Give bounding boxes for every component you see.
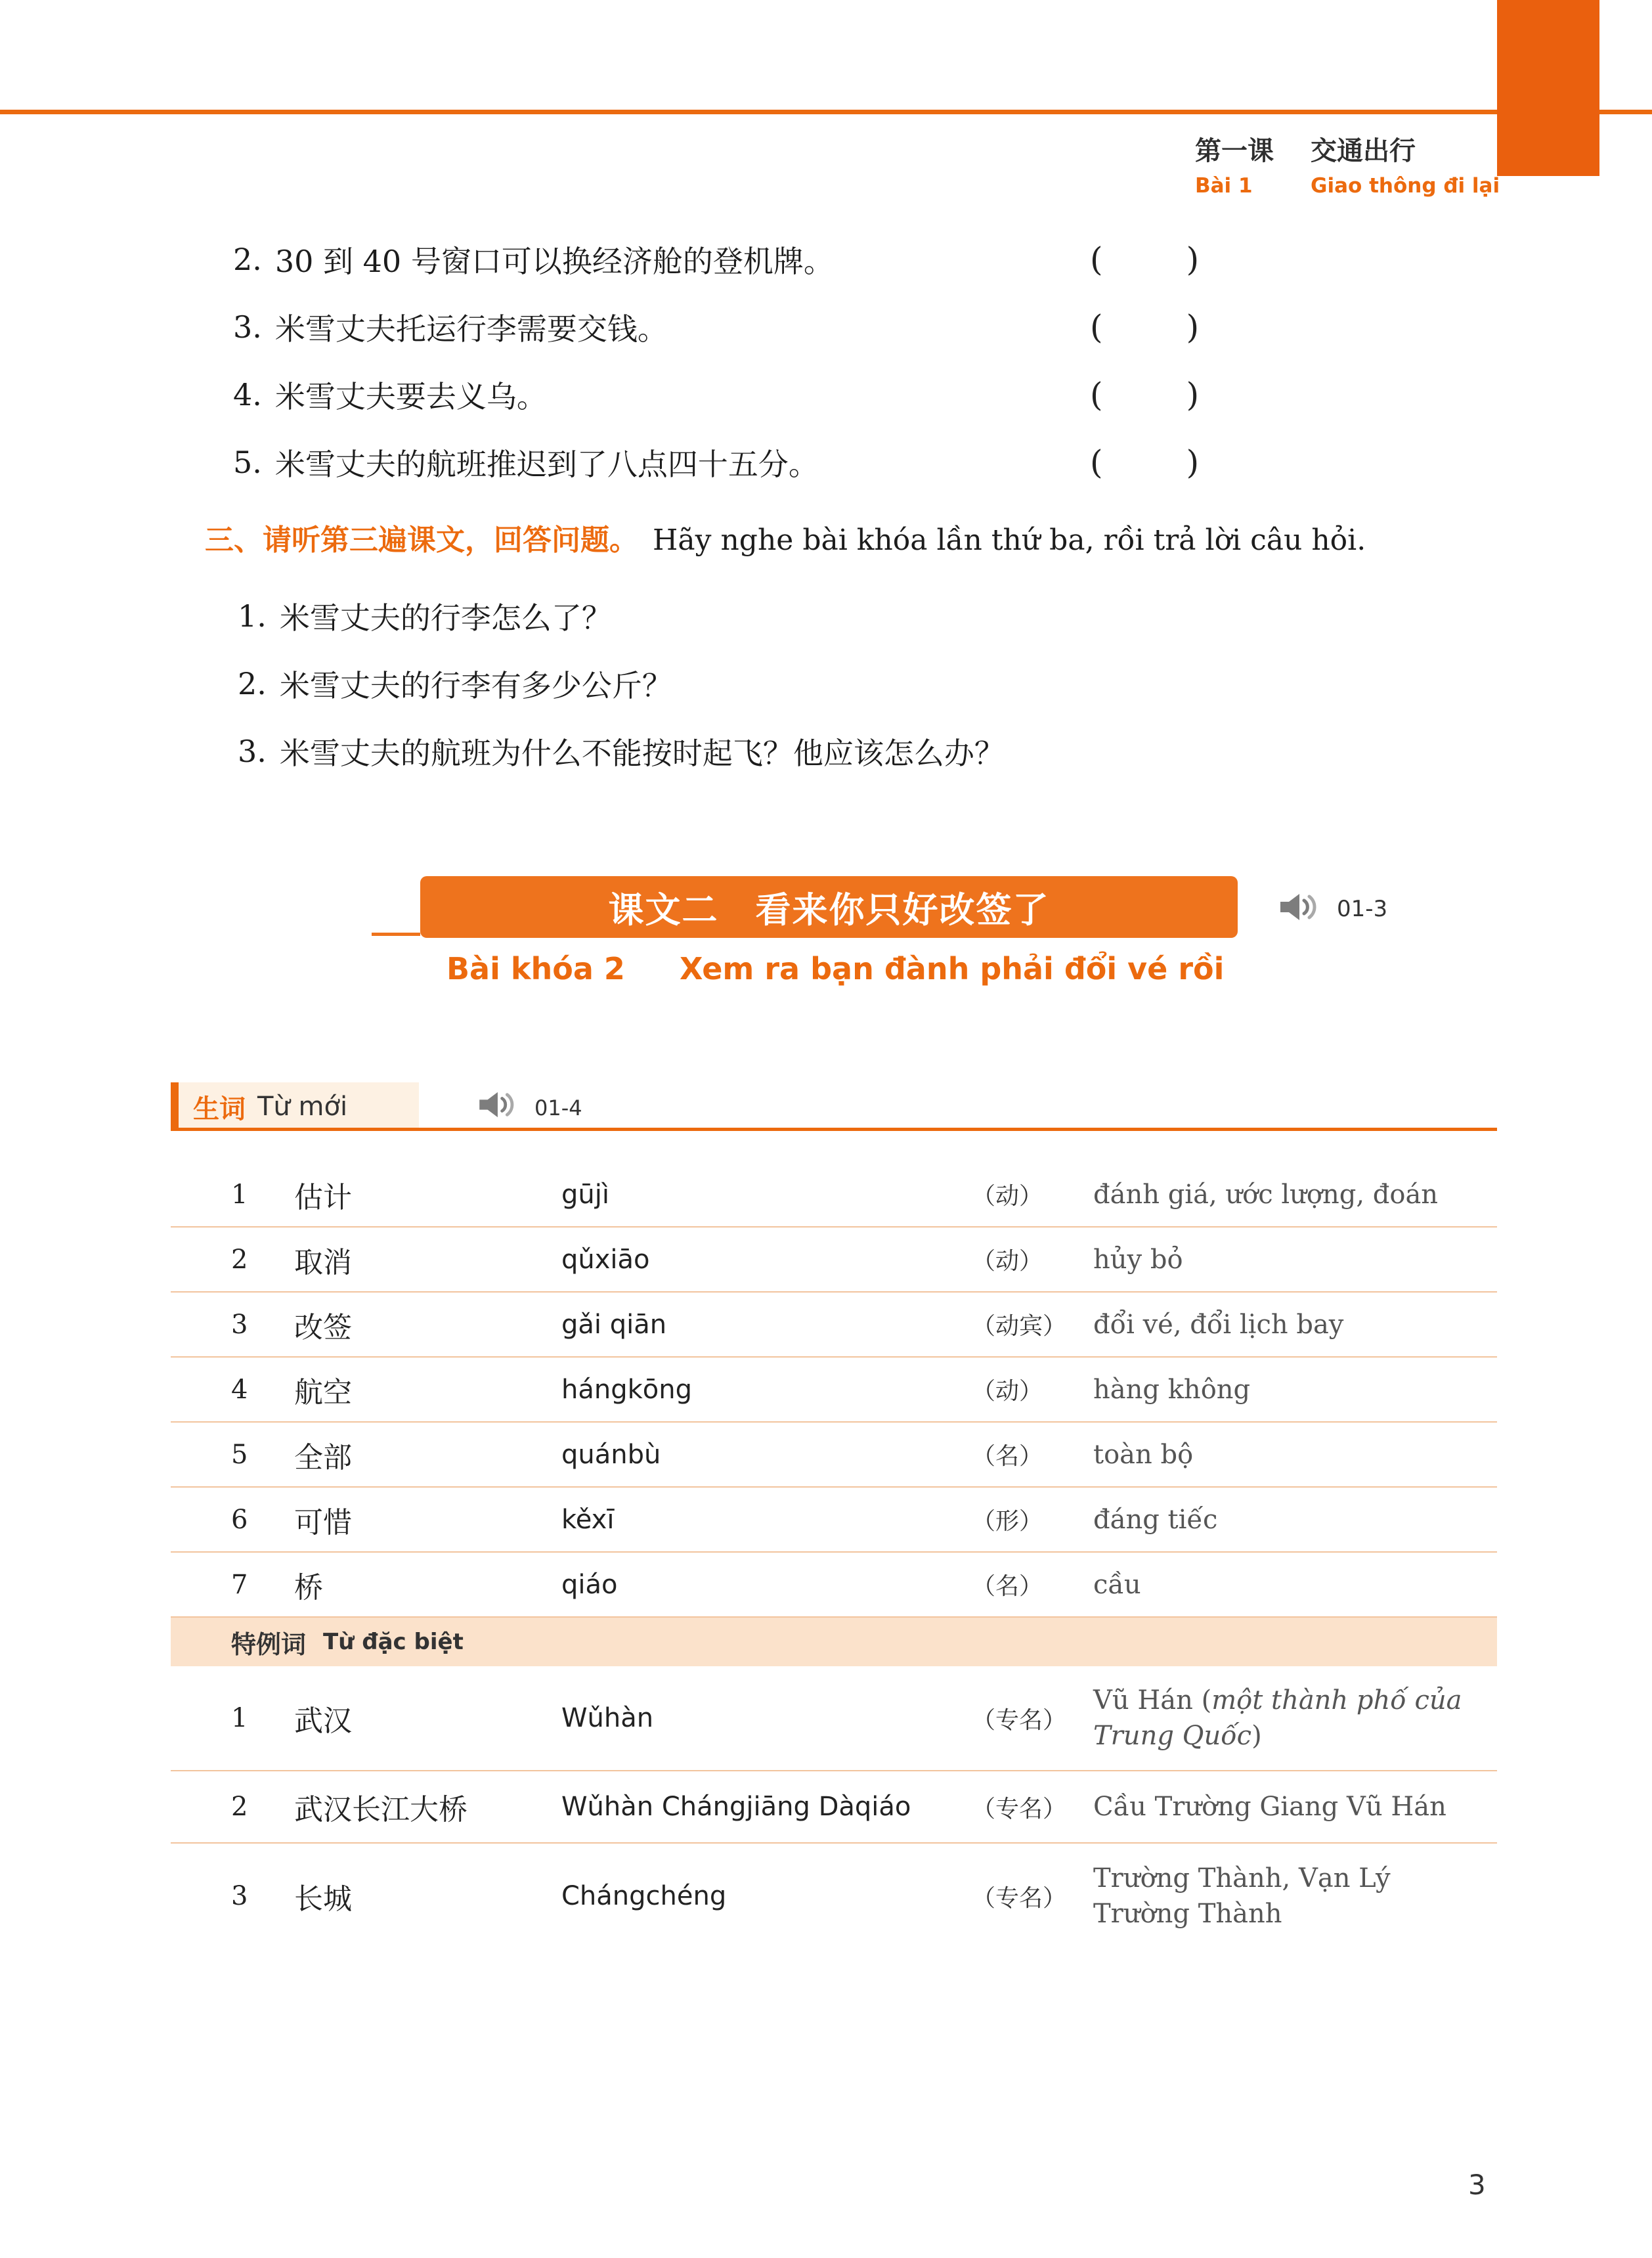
vocab-word: 航空 bbox=[294, 1375, 352, 1409]
top-rule bbox=[0, 110, 1652, 114]
list-item bbox=[233, 428, 1257, 496]
section-heading bbox=[205, 516, 1366, 558]
question-list bbox=[238, 582, 1005, 785]
vocab-pinyin: quánbù bbox=[561, 1439, 661, 1470]
true-false-list bbox=[233, 225, 1257, 496]
item-text: 米雪丈夫的航班推迟到了八点四十五分。 bbox=[274, 446, 819, 482]
vocab-pinyin: Chángchéng bbox=[561, 1881, 727, 1911]
vocab-word: 桥 bbox=[294, 1570, 323, 1605]
vocab-row bbox=[171, 1293, 1497, 1358]
vocab-meaning: toàn bộ bbox=[1093, 1439, 1194, 1470]
vocab-pos: （形） bbox=[972, 1508, 1043, 1535]
lesson2-vi-title: Xem ra bạn đành phải đổi vé rồi bbox=[680, 951, 1225, 986]
vocab-number: 2 bbox=[231, 1792, 248, 1822]
banner-tail-rule bbox=[372, 933, 420, 936]
vocab-tab bbox=[171, 1082, 419, 1131]
vocab-pinyin: hángkōng bbox=[561, 1374, 692, 1405]
vocab-number: 4 bbox=[231, 1374, 248, 1405]
item-number: 4. bbox=[233, 376, 262, 412]
item-text: 米雪丈夫的航班为什么不能按时起飞？他应该怎么办？ bbox=[279, 735, 1005, 771]
vocab-number: 1 bbox=[231, 1703, 248, 1733]
vocab-word: 武汉长江大桥 bbox=[294, 1793, 467, 1826]
vocab-pos: （动宾） bbox=[972, 1313, 1067, 1340]
vocab-meaning: hàng không bbox=[1093, 1374, 1251, 1405]
vocab-pos: （专名） bbox=[972, 1795, 1067, 1823]
vocab-word: 武汉 bbox=[294, 1704, 352, 1738]
vocab-pos: （名） bbox=[972, 1573, 1043, 1600]
vocab-pinyin: qǔxiāo bbox=[561, 1244, 650, 1275]
list-item bbox=[238, 650, 1005, 717]
audio-track-label: 01-4 bbox=[534, 1096, 582, 1120]
section-heading-zh: 三、请听第三遍课文，回答问题。 bbox=[205, 523, 638, 557]
answer-blank: ( ) bbox=[1090, 240, 1200, 278]
list-item bbox=[238, 582, 1005, 650]
list-item bbox=[233, 361, 1257, 428]
header-lesson-vi: Bài 1 bbox=[1195, 174, 1253, 198]
vocab-meaning: Trường Thành, Vạn Lý Trường Thành bbox=[1093, 1863, 1391, 1929]
vocab-word: 估计 bbox=[294, 1180, 352, 1214]
vocab-row bbox=[171, 1423, 1497, 1488]
vocab-meaning: cầu bbox=[1093, 1569, 1141, 1600]
answer-blank: ( ) bbox=[1090, 443, 1200, 481]
vocab-meaning: đáng tiếc bbox=[1093, 1504, 1218, 1535]
vocab-pinyin: gūjì bbox=[561, 1179, 609, 1210]
vocab-meaning bbox=[1093, 1683, 1497, 1754]
corner-tab-block bbox=[1497, 0, 1599, 176]
section-heading-vi: Hãy nghe bài khóa lần thứ ba, rồi trả lời câu hỏi. bbox=[653, 523, 1366, 557]
vocab-meaning: đánh giá, ước lượng, đoán bbox=[1093, 1179, 1439, 1210]
vocab-number: 3 bbox=[231, 1881, 248, 1911]
vocab-word: 长城 bbox=[294, 1882, 352, 1916]
item-text: 米雪丈夫的行李有多少公斤？ bbox=[279, 667, 672, 703]
lesson2-vi-label: Bài khóa 2 bbox=[446, 951, 625, 986]
vocab-row bbox=[171, 1162, 1497, 1228]
meaning-text: ) bbox=[1251, 1721, 1262, 1751]
list-item bbox=[233, 293, 1257, 361]
item-number: 2. bbox=[238, 665, 267, 701]
item-number: 2. bbox=[233, 241, 262, 277]
vocab-tab-zh: 生词 bbox=[193, 1094, 246, 1124]
special-header-vi: Từ đặc biệt bbox=[323, 1629, 464, 1655]
vocab-number: 7 bbox=[231, 1569, 248, 1600]
list-item bbox=[233, 225, 1257, 293]
vocab-pos: （动） bbox=[972, 1183, 1043, 1210]
vocab-meaning: Cầu Trường Giang Vũ Hán bbox=[1093, 1792, 1446, 1822]
header-lesson-zh: 第一课 bbox=[1195, 136, 1274, 166]
page-number: 3 bbox=[1468, 2169, 1486, 2201]
vocab-tab-vi: Từ mới bbox=[257, 1092, 348, 1122]
item-number: 1. bbox=[238, 598, 267, 634]
vocab-number: 3 bbox=[231, 1309, 248, 1340]
vocab-row bbox=[171, 1358, 1497, 1423]
list-item bbox=[238, 717, 1005, 785]
vocab-pinyin: gǎi qiān bbox=[561, 1309, 667, 1340]
item-text: 米雪丈夫托运行李需要交钱。 bbox=[274, 311, 668, 347]
special-words-header bbox=[171, 1618, 1497, 1666]
vocab-meaning: đổi vé, đổi lịch bay bbox=[1093, 1309, 1344, 1340]
vocab-pinyin: Wǔhàn Chángjiāng Dàqiáo bbox=[561, 1792, 911, 1822]
item-text: 米雪丈夫的行李怎么了？ bbox=[279, 600, 612, 636]
vocab-pos: （动） bbox=[972, 1378, 1043, 1405]
audio-track-label: 01-3 bbox=[1337, 896, 1388, 922]
answer-blank: ( ) bbox=[1090, 307, 1200, 346]
vocab-pos: （专名） bbox=[972, 1884, 1067, 1912]
item-number: 3. bbox=[238, 733, 267, 769]
lesson2-subtitle bbox=[0, 951, 1652, 992]
meaning-text: Vũ Hán ( bbox=[1093, 1685, 1212, 1716]
vocab-word: 取消 bbox=[294, 1245, 352, 1279]
vocab-pinyin: qiáo bbox=[561, 1569, 618, 1600]
vocab-pinyin: Wǔhàn bbox=[561, 1703, 654, 1733]
special-word-row bbox=[171, 1844, 1497, 1949]
vocab-word: 改签 bbox=[294, 1310, 352, 1344]
vocab-pos: （专名） bbox=[972, 1706, 1067, 1734]
answer-blank: ( ) bbox=[1090, 375, 1200, 414]
item-text: 30 到 40 号窗口可以换经济舱的登机牌。 bbox=[274, 243, 834, 279]
vocab-pinyin: kěxī bbox=[561, 1504, 615, 1535]
vocab-word: 可惜 bbox=[294, 1505, 352, 1539]
speaker-icon bbox=[1279, 892, 1318, 922]
special-header-zh: 特例词 bbox=[231, 1629, 307, 1659]
meaning-italic: một thành phố của Trung Quốc bbox=[1093, 1685, 1462, 1751]
vocab-pos: （动） bbox=[972, 1248, 1043, 1275]
vocab-number: 5 bbox=[231, 1439, 248, 1470]
vocab-number: 1 bbox=[231, 1179, 248, 1210]
audio-track-2 bbox=[478, 1090, 516, 1119]
vocab-number: 6 bbox=[231, 1504, 248, 1535]
vocab-row bbox=[171, 1228, 1497, 1293]
special-word-row bbox=[171, 1666, 1497, 1771]
header-topic-vi: Giao thông đi lại bbox=[1311, 174, 1500, 198]
header-topic-zh: 交通出行 bbox=[1311, 136, 1416, 166]
page-header bbox=[1195, 130, 1500, 198]
speaker-icon bbox=[478, 1090, 516, 1119]
item-number: 3. bbox=[233, 309, 262, 345]
lesson2-banner: 课文二 看来你只好改签了 bbox=[420, 876, 1238, 938]
vocab-row bbox=[171, 1488, 1497, 1553]
vocab-pos: （名） bbox=[972, 1443, 1043, 1470]
vocab-row bbox=[171, 1553, 1497, 1618]
item-number: 5. bbox=[233, 444, 262, 480]
special-word-row bbox=[171, 1771, 1497, 1844]
vocab-table bbox=[171, 1131, 1497, 1949]
vocab-word: 全部 bbox=[294, 1440, 352, 1474]
audio-track-1 bbox=[1279, 892, 1318, 922]
item-text: 米雪丈夫要去义乌。 bbox=[274, 378, 547, 414]
vocab-number: 2 bbox=[231, 1244, 248, 1275]
vocab-meaning: hủy bỏ bbox=[1093, 1244, 1183, 1275]
